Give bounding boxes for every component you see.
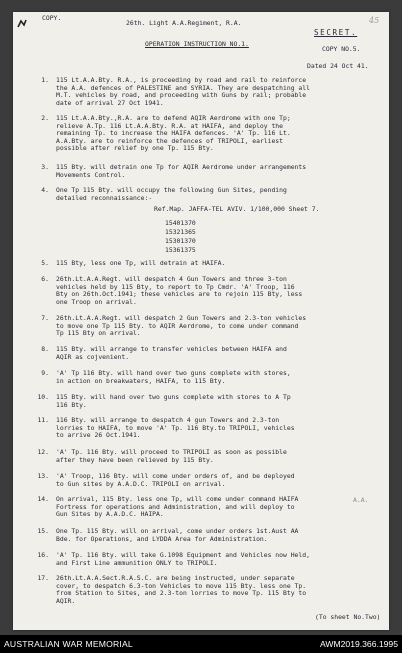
paragraph-text: 'A' Tp 116 Bty. will hand over two guns complete with stores, in action on breakwaters, HAIFA, to 115 Bty. [56, 369, 291, 385]
footer-bar [0, 635, 402, 653]
para-number: 1. [41, 76, 49, 84]
handwritten-note: 45 [369, 16, 380, 25]
para-number: 16. [37, 551, 49, 559]
paragraph-text: 116 Bty. will arrange to despatch 4 gun Towers and 2.3-ton lorries to HAIFA, to move 'A' Tp. 116 Bty.to TRIPOLI, vehicles to arrive 26 Oct.1941. [56, 416, 295, 440]
para-number: 2. [41, 114, 49, 122]
grid-ref: 15361375 [165, 246, 196, 254]
paragraph-text: 'A' Tp. 116 Bty. will proceed to TRIPOLI as soon as possible after they have been relieved by 115 Bty. [56, 448, 287, 464]
paragraph-text: 'A' Tp. 116 Bty. will take G.1098 Equipment and Vehicles now Held, and First Line ammunition ONLY to TRIPOLI. [56, 551, 310, 567]
margin-note: A.A. [353, 496, 369, 504]
para-number: 4. [41, 186, 49, 194]
para-number: 6. [41, 275, 49, 283]
para-number: 12. [37, 448, 49, 456]
para-number: 13. [37, 472, 49, 480]
para-number: 10. [37, 393, 49, 401]
para-number: 7. [41, 314, 49, 322]
paragraph-text: 115 Bty. will detrain one Tp for AQIR Aerdrome under arrangements Movements Control. [56, 163, 307, 179]
paragraph-text: 115 Lt.A.A.Bty.,R.A. are to defend AQIR Aerdrome with one Tp; relieve A.Tp. 116 Lt.A.A.Bty. R.A. at HAIFA, and deploy the remaining Tp. to increase the HAIFA defences. 'A' Tp. 116 Lt. A.A.Bty. are to reinforce the defences of TRIPOLI, earliest possible after relief by one Tp. 115 Bty. [56, 114, 291, 153]
copy-label: COPY. [42, 14, 62, 22]
grid-ref: 15301370 [165, 237, 196, 245]
para-number: 8. [41, 345, 49, 353]
para-number: 15. [37, 527, 49, 535]
paragraph-text: 26th.Lt.A.A.Sect.R.A.S.C. are being instructed, under separate cover, to despatch 6.3-ton Vehicles to move 115 Bty. less one Tp. from Station to Sites, and 2.3-ton lorries to move Tp. 115 Bty to AQIR. [56, 574, 307, 605]
para-number: 17. [37, 574, 49, 582]
reference-map: Ref.Map. JAFFA-TEL AVIV. 1/100,000 Sheet 7. [154, 205, 320, 213]
paragraph-text: One Tp 115 Bty. will occupy the following Gun Sites, pending detailed reconnaissance:- [56, 186, 287, 202]
para-number: 3. [41, 163, 49, 171]
para-number: 5. [41, 259, 49, 267]
paragraph-text: 115 Lt.A.A.Bty. R.A., is proceeding by road and rail to reinforce the A.A. defences of PALESTINE and SYRIA. They are despatching all M.T. vehicles by road, and proceeding with Guns by rail; probable date of arrival 27 Oct 1941. [56, 76, 310, 107]
paragraph-text: 115 Bty. will hand over two guns complete with stores to A Tp 116 Bty. [56, 393, 291, 409]
operation-instruction-title: OPERATION INSTRUCTION NO.1. [145, 40, 249, 48]
paragraph-text: On arrival, 115 Bty. less one Tp, will come under command HAIFA Fortress for operations and Administration, and will deploy to Gun Sites by A.A.D.C. HAIPA. [56, 495, 299, 519]
paragraph-text: 26th.Lt.A.A.Regt. will despatch 2 Gun Towers and 2.3-ton vehicles to move one Tp 115 Bty. to AQIR Aerdrome, to come under command Tp 115 Bty on arrival. [56, 314, 307, 338]
paragraph-text: One Tp. 115 Bty. will on arrival, come under orders 1st.Aust AA Bde. for Operations, and LYDDA Area for Administration. [56, 527, 299, 543]
footer-institution: AUSTRALIAN WAR MEMORIAL [4, 639, 133, 649]
punch-hole-icon [17, 19, 27, 29]
paragraph-text: 115 Bty, less one Tp, will detrain at HAIFA. [56, 259, 226, 267]
regiment-title: 26th. Light A.A.Regiment, R.A. [126, 19, 242, 27]
continuation-note: (To sheet No.Two) [315, 613, 381, 621]
secret-label: SECRET. [314, 28, 358, 37]
grid-ref: 15401370 [165, 219, 196, 227]
para-number: 11. [37, 416, 49, 424]
copy-number: COPY NO.5. [322, 45, 361, 53]
paragraph-text: 26th.Lt.A.A.Regt. will despatch 4 Gun Towers and three 3-ton vehicles held by 115 Bty, to report to Tp Cmdr. 'A' Troop, 116 Bty on 26th.Oct.1941; these vehicles are to rejoin 115 Bty, less one Troop on arrival. [56, 275, 303, 306]
footer-accession-id: AWM2019.366.1995 [319, 639, 398, 649]
grid-ref: 15321365 [165, 228, 196, 236]
para-number: 14. [37, 495, 49, 503]
para-number: 9. [41, 369, 49, 377]
paragraph-text: 115 Bty. will arrange to transfer vehicles between HAIFA and AQIR as cojvenient. [56, 345, 287, 361]
document-page [13, 12, 389, 630]
date-line: Dated 24 Oct 41. [307, 62, 369, 70]
paragraph-text: 'A' Troop, 116 Bty. will come under orders of, and be deployed to Gun sites by A.A.D.C. TRIPOLI on arrival. [56, 472, 295, 488]
